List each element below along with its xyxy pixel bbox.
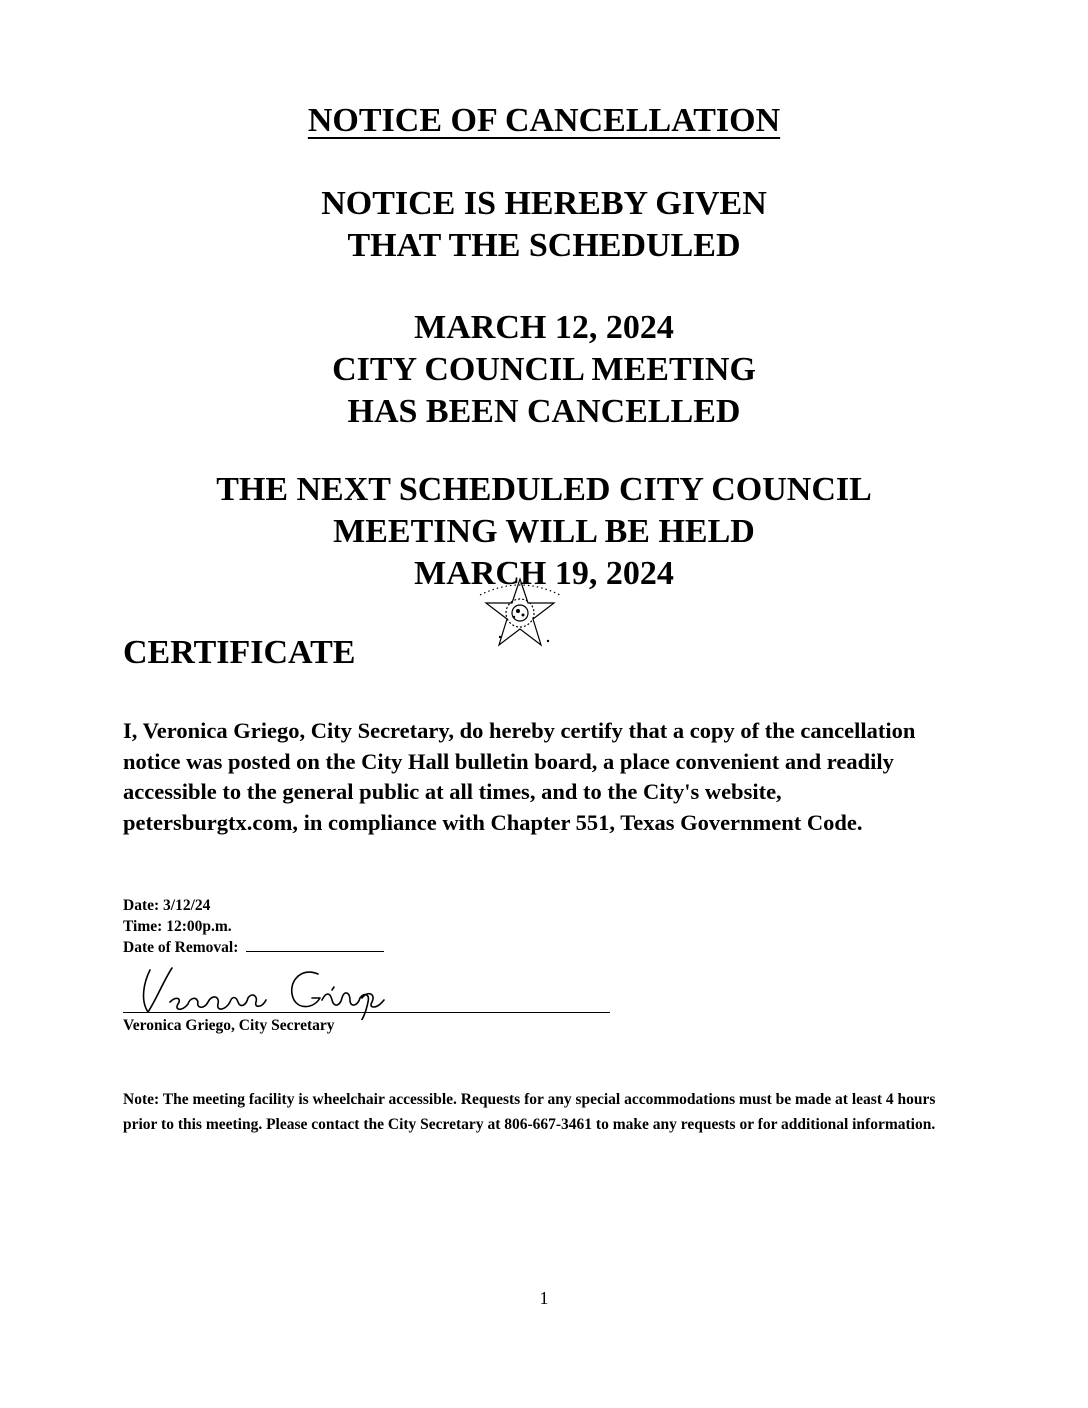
cancelled-meeting-status: HAS BEEN CANCELLED [347,393,741,430]
next-meeting-date: MARCH 19, 2024 [414,555,674,592]
cancelled-meeting-block [0,307,1088,433]
city-seal-star-icon [470,575,570,655]
certificate-body: I, Veronica Griego, City Secretary, do hereby certify that a copy of the cancellation notice was posted on the City Hall bulletin board, a place convenient and readily accessible to the general public at all times, and to the City's website, petersburgtx.com, in compliance with Chapter 551, Texas Government Code. [123,718,916,835]
posting-time: Time: 12:00p.m. [123,918,232,935]
notice-given-line-1: NOTICE IS HEREBY GIVEN [321,185,767,222]
notice-given-block [0,183,1088,267]
notice-given-line-2: THAT THE SCHEDULED [347,227,741,264]
notice-title-text: NOTICE OF CANCELLATION [307,102,781,139]
signatory-name-title: Veronica Griego, City Secretary [123,1017,335,1034]
posting-details [123,895,384,958]
handwritten-signature [100,960,430,1020]
cancelled-meeting-date: MARCH 12, 2024 [414,309,674,346]
page-number: 1 [539,1288,549,1308]
next-meeting-line-1: THE NEXT SCHEDULED CITY COUNCIL [216,471,872,508]
notice-title [0,100,1088,142]
removal-date-row [123,937,384,958]
cancelled-meeting-name: CITY COUNCIL MEETING [332,351,756,388]
removal-date-blank [246,937,384,952]
posting-date: Date: 3/12/24 [123,897,211,914]
removal-date-label: Date of Removal: [123,939,239,956]
accessibility-note: Note: The meeting facility is wheelchair accessible. Requests for any special accommodations must be made at least 4 hours prior to this meeting. Please contact the City Secretary at 806-667-3461 to make any requests or for additional information. [123,1091,936,1133]
signature-line [123,1012,610,1013]
certificate-heading: CERTIFICATE [123,634,356,671]
next-meeting-line-2: MEETING WILL BE HELD [333,513,755,550]
